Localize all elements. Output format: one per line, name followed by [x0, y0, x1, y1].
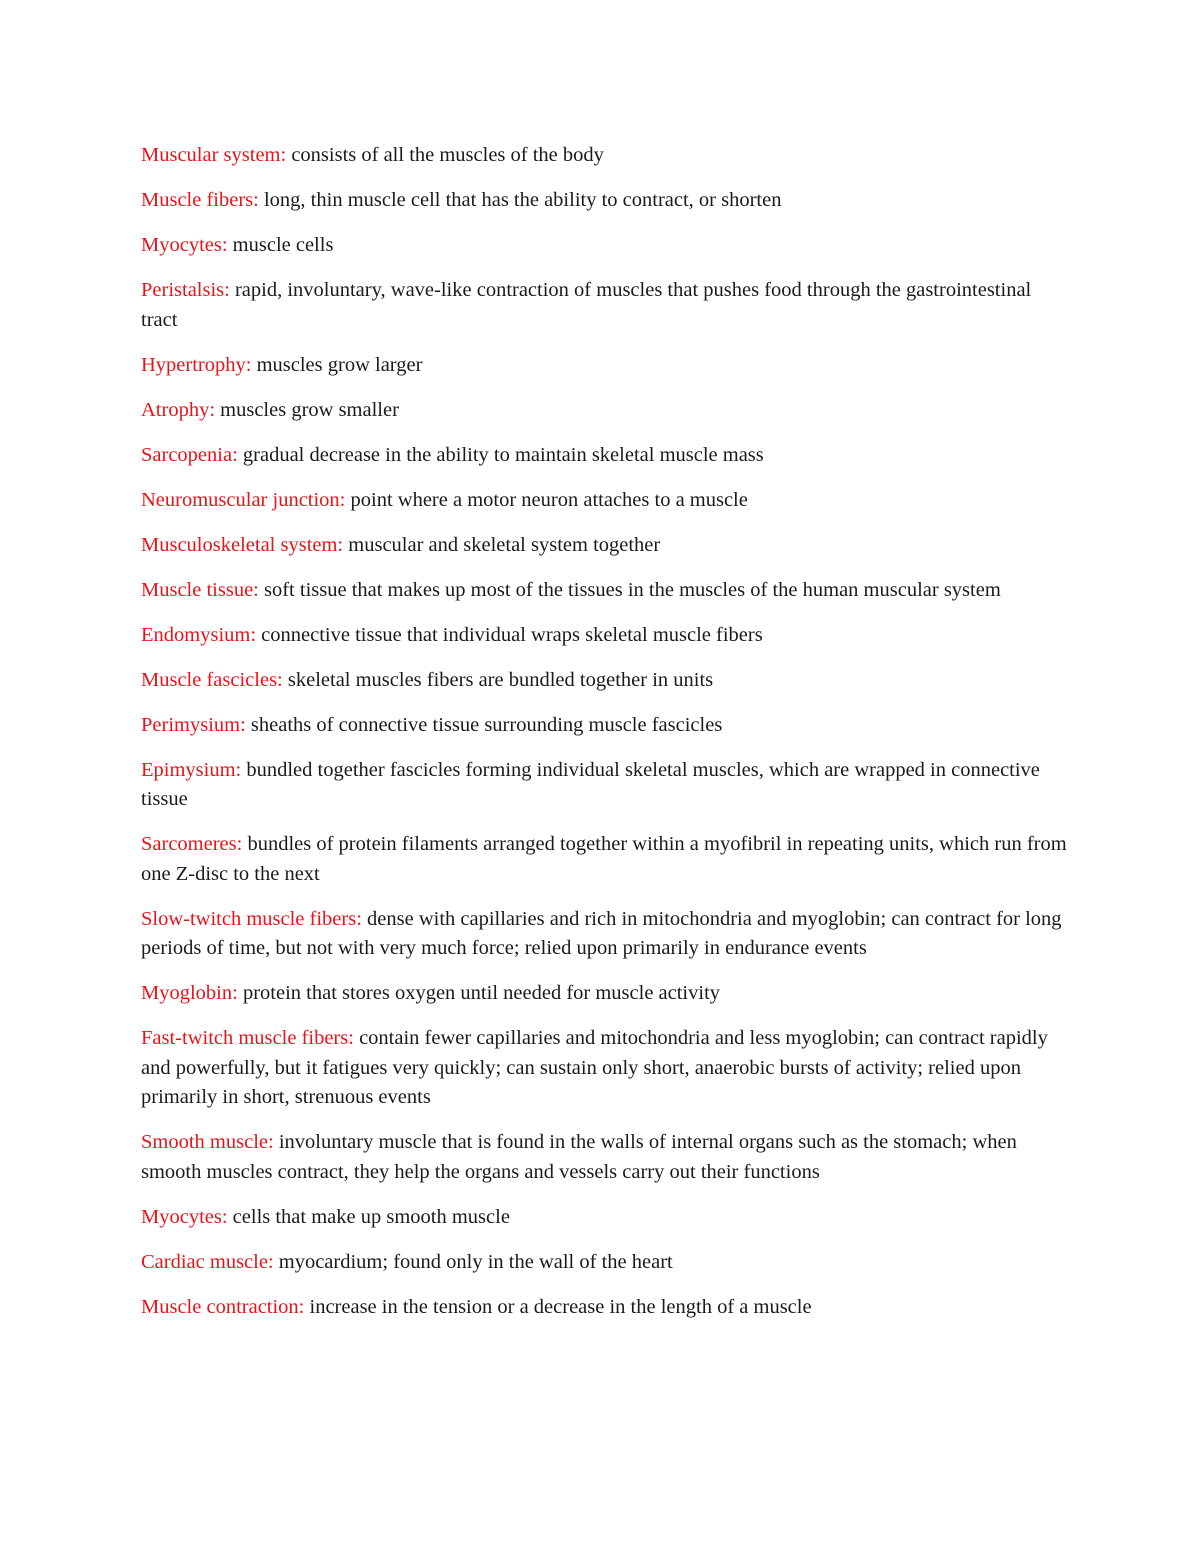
glossary-entry	[141, 1024, 1071, 1113]
entry-term: Sarcomeres:	[141, 833, 243, 855]
entry-term: Atrophy:	[141, 398, 216, 421]
entry-term: Muscle fibers:	[141, 189, 259, 211]
entry-definition: rapid, involuntary, wave-like contraction of muscles that pushes food through the gastrointestinal tract	[141, 279, 1032, 331]
entry-term: Muscle fascicles:	[141, 668, 283, 691]
glossary-entry	[141, 231, 1071, 261]
entry-definition: involuntary muscle that is found in the walls of internal organs such as the stomach; when smooth muscles contract, they help the organs and vessels carry out their functions	[141, 1131, 1017, 1183]
entry-term: Myocytes:	[141, 234, 228, 256]
entry-term: Slow-twitch muscle fibers:	[141, 907, 362, 930]
glossary-entry	[141, 979, 1071, 1009]
entry-definition: myocardium; found only in the wall of the heart	[273, 1250, 673, 1273]
entry-term: Epimysium:	[141, 758, 242, 781]
glossary-entry	[141, 621, 1071, 651]
entry-definition: cells that make up smooth muscle	[227, 1205, 510, 1228]
glossary-entry	[141, 486, 1071, 516]
glossary-list	[141, 141, 1071, 1338]
entry-definition: bundled together fascicles forming individual skeletal muscles, which are wrapped in connective tissue	[141, 758, 1040, 810]
entry-term: Smooth muscle:	[141, 1131, 274, 1153]
entry-definition: muscles grow smaller	[215, 398, 399, 421]
entry-term: Myoglobin:	[141, 982, 238, 1004]
entry-definition: contain fewer capillaries and mitochondria and less myoglobin; can contract rapidly and powerfully, but it fatigues very quickly; can sustain only short, anaerobic bursts of activity; relied upon primarily in short, strenuous events	[141, 1027, 1048, 1108]
entry-term: Cardiac muscle:	[141, 1250, 274, 1273]
glossary-entry	[141, 351, 1071, 381]
glossary-entry	[141, 711, 1071, 741]
entry-term: Muscular system:	[141, 144, 287, 166]
glossary-entry	[141, 276, 1071, 335]
entry-definition: long, thin muscle cell that has the ability to contract, or shorten	[258, 189, 782, 211]
glossary-entry	[141, 1248, 1071, 1278]
glossary-entry	[141, 576, 1071, 606]
glossary-entry	[141, 441, 1071, 471]
entry-definition: soft tissue that makes up most of the tissues in the muscles of the human muscular system	[258, 578, 1001, 601]
entry-term: Peristalsis:	[141, 279, 230, 301]
glossary-entry	[141, 1128, 1071, 1187]
entry-term: Hypertrophy:	[141, 353, 252, 376]
entry-definition: gradual decrease in the ability to maintain skeletal muscle mass	[237, 443, 764, 466]
glossary-entry	[141, 1203, 1071, 1233]
entry-term: Perimysium:	[141, 713, 246, 736]
entry-term: Muscle tissue:	[141, 578, 259, 601]
entry-term: Musculoskeletal system:	[141, 533, 344, 556]
entry-term: Myocytes:	[141, 1205, 228, 1228]
glossary-entry	[141, 141, 1071, 171]
entry-term: Sarcopenia:	[141, 443, 238, 466]
entry-term: Neuromuscular junction:	[141, 488, 346, 511]
entry-definition: connective tissue that individual wraps skeletal muscle fibers	[256, 623, 763, 646]
glossary-entry	[141, 186, 1071, 216]
glossary-entry	[141, 1293, 1071, 1323]
entry-definition: muscles grow larger	[251, 353, 423, 376]
entry-definition: bundles of protein filaments arranged together within a myofibril in repeating units, which run from one Z-disc to the next	[141, 833, 1067, 885]
glossary-entry	[141, 531, 1071, 561]
glossary-entry	[141, 396, 1071, 426]
entry-definition: protein that stores oxygen until needed for muscle activity	[237, 982, 721, 1004]
entry-term: Muscle contraction:	[141, 1295, 305, 1318]
entry-definition: point where a motor neuron attaches to a muscle	[345, 488, 748, 511]
glossary-entry	[141, 905, 1071, 964]
entry-definition: dense with capillaries and rich in mitochondria and myoglobin; can contract for long periods of time, but not with very much force; relied upon primarily in endurance events	[141, 907, 1062, 959]
glossary-entry	[141, 756, 1071, 815]
entry-definition: consists of all the muscles of the body	[286, 144, 604, 166]
entry-term: Endomysium:	[141, 623, 257, 646]
glossary-entry	[141, 830, 1071, 889]
glossary-entry	[141, 666, 1071, 696]
entry-term: Fast-twitch muscle fibers:	[141, 1027, 354, 1049]
entry-definition: muscular and skeletal system together	[343, 533, 661, 556]
entry-definition: increase in the tension or a decrease in the length of a muscle	[304, 1295, 812, 1318]
entry-definition: sheaths of connective tissue surrounding muscle fascicles	[245, 713, 723, 736]
entry-definition: skeletal muscles fibers are bundled together in units	[282, 668, 714, 691]
entry-definition: muscle cells	[227, 234, 334, 256]
